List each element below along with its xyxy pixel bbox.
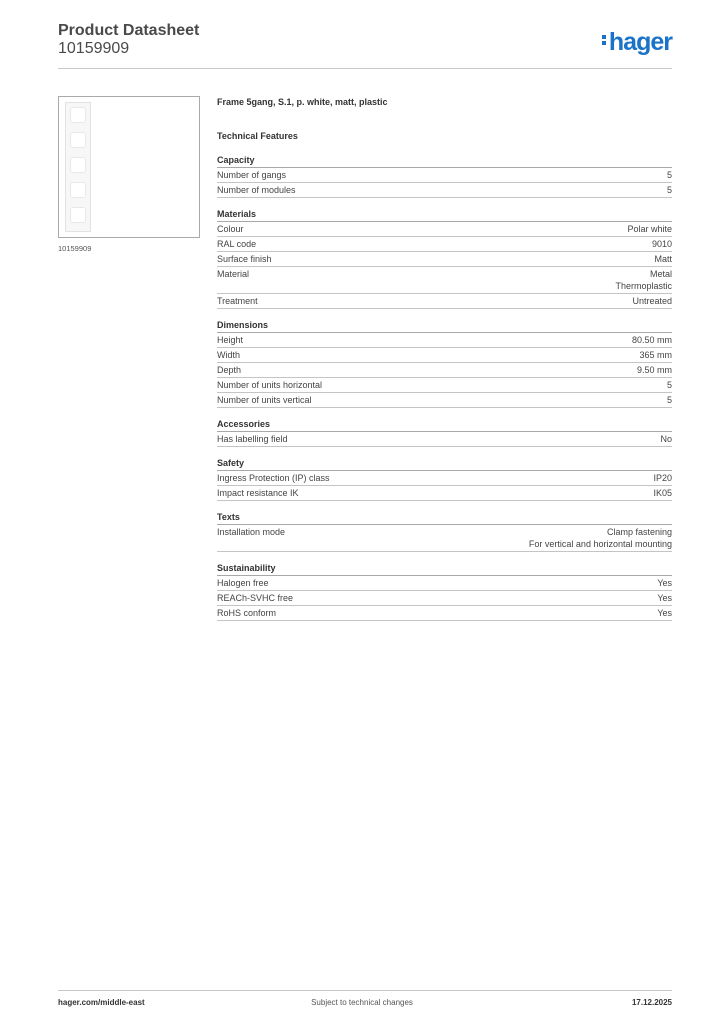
- spec-value: Yes: [657, 578, 672, 588]
- frame-slot: [70, 157, 86, 173]
- spec-value: 5: [666, 380, 672, 390]
- section-title: Texts: [217, 511, 672, 525]
- spec-value: Yes: [657, 608, 672, 618]
- spec-row: [217, 486, 672, 501]
- hager-logo: [602, 29, 672, 55]
- frame-plate-icon: [65, 102, 91, 232]
- section-title: Dimensions: [217, 319, 672, 333]
- frame-slot: [70, 182, 86, 198]
- section-title: Accessories: [217, 418, 672, 432]
- technical-features-heading: Technical Features: [217, 131, 298, 141]
- section-title: Safety: [217, 457, 672, 471]
- spec-label: Has labelling field: [217, 434, 288, 444]
- image-caption: 10159909: [58, 244, 92, 253]
- spec-value: Untreated: [632, 296, 672, 306]
- spec-label: RoHS conform: [217, 608, 277, 618]
- spec-section: [217, 562, 672, 621]
- spec-row: [217, 393, 672, 408]
- spec-row: [217, 471, 672, 486]
- specifications: [217, 96, 672, 621]
- spec-row: [217, 378, 672, 393]
- spec-label: Width: [217, 350, 241, 360]
- page-title: Product Datasheet: [58, 22, 200, 39]
- spec-value: 9010: [651, 239, 672, 249]
- header-divider: [58, 68, 672, 69]
- spec-section: [217, 457, 672, 501]
- spec-label: Ingress Protection (IP) class: [217, 473, 330, 483]
- spec-value: IP20: [653, 473, 672, 483]
- section-title: Capacity: [217, 154, 672, 168]
- spec-value: Matt: [654, 254, 672, 264]
- spec-label: Number of modules: [217, 185, 296, 195]
- spec-value: Clamp fastening For vertical and horizontal mounting: [528, 527, 672, 549]
- spec-label: Installation mode: [217, 527, 286, 537]
- product-image: [58, 96, 200, 238]
- logo-text: hager: [608, 28, 672, 56]
- spec-value: Metal Thermoplastic: [615, 269, 672, 291]
- spec-row: [217, 183, 672, 198]
- spec-label: Material: [217, 269, 250, 279]
- spec-section: [217, 208, 672, 309]
- spec-row: [217, 432, 672, 447]
- logo-dots-icon: [602, 33, 607, 47]
- frame-slot: [70, 132, 86, 148]
- spec-value: 9.50 mm: [636, 365, 672, 375]
- spec-value: 5: [666, 395, 672, 405]
- spec-row: [217, 525, 672, 552]
- spec-label: Depth: [217, 365, 242, 375]
- spec-label: Colour: [217, 224, 244, 234]
- footer-website: hager.com/middle-east: [58, 998, 145, 1007]
- footer-date: 17.12.2025: [631, 998, 672, 1007]
- spec-label: Number of units vertical: [217, 395, 312, 405]
- frame-slot: [70, 207, 86, 223]
- spec-row: [217, 348, 672, 363]
- spec-section: [217, 418, 672, 447]
- spec-value: 5: [666, 185, 672, 195]
- spec-label: REACh-SVHC free: [217, 593, 294, 603]
- section-title: Sustainability: [217, 562, 672, 576]
- spec-value: IK05: [653, 488, 672, 498]
- spec-row: [217, 591, 672, 606]
- spec-value: No: [660, 434, 672, 444]
- spec-label: Height: [217, 335, 244, 345]
- spec-row: [217, 294, 672, 309]
- spec-value: Polar white: [627, 224, 672, 234]
- spec-row: [217, 222, 672, 237]
- spec-label: RAL code: [217, 239, 257, 249]
- spec-value: 5: [666, 170, 672, 180]
- spec-section: [217, 154, 672, 198]
- spec-label: Number of gangs: [217, 170, 287, 180]
- spec-section: [217, 511, 672, 552]
- spec-value: Yes: [657, 593, 672, 603]
- footer-divider: [58, 990, 672, 991]
- spec-row: [217, 168, 672, 183]
- frame-slot: [70, 107, 86, 123]
- spec-row: [217, 252, 672, 267]
- spec-value: 365 mm: [639, 350, 672, 360]
- spec-label: Treatment: [217, 296, 258, 306]
- spec-row: [217, 333, 672, 348]
- spec-label: Number of units horizontal: [217, 380, 323, 390]
- spec-label: Surface finish: [217, 254, 272, 264]
- spec-row: [217, 237, 672, 252]
- product-name: Frame 5gang, S.1, p. white, matt, plastic: [217, 97, 388, 107]
- spec-label: Impact resistance IK: [217, 488, 299, 498]
- spec-section: [217, 319, 672, 408]
- spec-label: Halogen free: [217, 578, 269, 588]
- spec-row: [217, 576, 672, 591]
- spec-row: [217, 606, 672, 621]
- spec-row: [217, 267, 672, 294]
- section-title: Materials: [217, 208, 672, 222]
- footer-disclaimer: Subject to technical changes: [311, 998, 413, 1007]
- spec-row: [217, 363, 672, 378]
- spec-value: 80.50 mm: [631, 335, 672, 345]
- product-number: 10159909: [58, 40, 130, 57]
- spec-sections: [217, 154, 672, 621]
